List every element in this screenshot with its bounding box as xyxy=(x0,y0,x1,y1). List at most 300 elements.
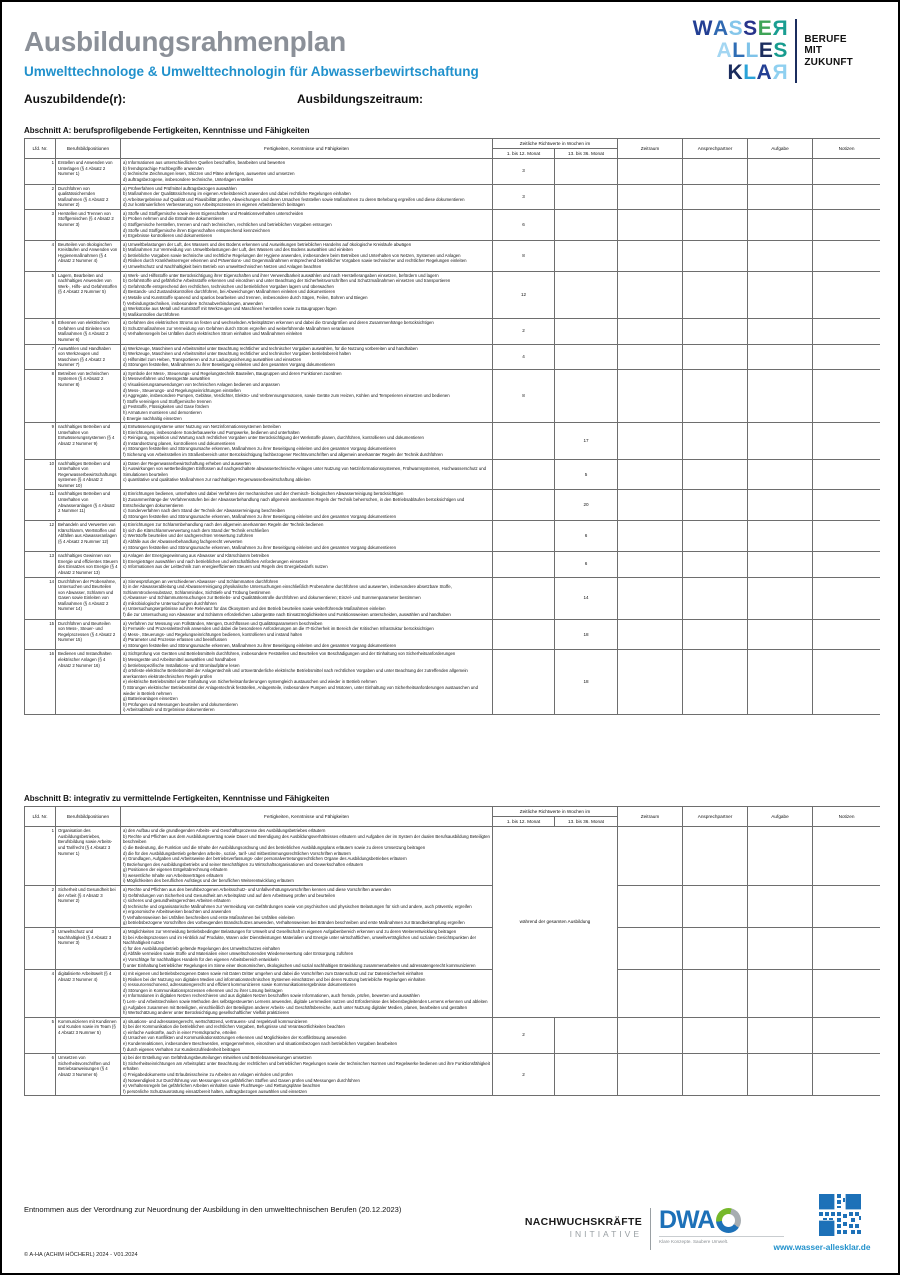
richtwert-monat-13-36-cell xyxy=(555,369,618,422)
logo-divider xyxy=(795,19,798,83)
lfd-nr-cell: 6 xyxy=(25,319,56,344)
table-row xyxy=(25,240,881,271)
ansprechpartner-cell xyxy=(683,271,748,319)
col-header-lfd-nr: Lfd. Nr. xyxy=(25,807,56,827)
fertigkeiten-cell xyxy=(121,459,493,490)
berufsbildposition-cell: Sicherheit und Gesundheit bei der Arbeit (§ 4 Absatz 3 Nummer 2) xyxy=(56,886,121,928)
profession-subtitle: Umwelttechnologe & Umwelttechnologin für Abwasserbewirtschaftung xyxy=(24,64,479,79)
richtwert-monat-13-36-cell xyxy=(555,1054,618,1096)
richtwert-monat-13-36-cell: 5 xyxy=(555,459,618,490)
section-b-table xyxy=(24,806,880,1096)
skill-item: a) Entwässerungssysteme unter Nutzung von Netzinformationssystemen betreiben xyxy=(123,424,281,430)
lfd-nr-cell: 10 xyxy=(25,459,56,490)
richtwert-monat-1-12-cell xyxy=(493,552,555,577)
tagline-line: ZUKUNFT xyxy=(804,56,853,68)
skill-item: b) Proben nehmen und die Entnahme dokumentieren xyxy=(123,216,225,222)
skill-item: d) Parameter und Prozesse erfassen und beeinflussen xyxy=(123,637,227,643)
skill-item: c) sicheres und gesundheitsgerechtes Arbeiten erläutern xyxy=(123,898,231,904)
table-row xyxy=(25,650,881,714)
richtwert-monat-13-36-cell: 17 xyxy=(555,423,618,459)
table-row xyxy=(25,928,881,970)
zeitraum-cell xyxy=(618,369,683,422)
skill-item: c) die Bedeutung, die Funktion und die Inhalte der Ausbildungsordnung und des betrieblichen Ausbildungsplans erläutern sowie zu deren Umsetzung beitragen xyxy=(123,844,426,850)
zeitraum-cell xyxy=(618,319,683,344)
website-link[interactable]: www.wasser-allesklar.de xyxy=(773,1242,871,1252)
berufsbildposition-cell: nachhaltiges Betreiben und Unterhalten von Regenwasserbewirtschaftungssystemen (§ 4 Absatz 2 Nummer 10) xyxy=(56,459,121,490)
ansprechpartner-cell xyxy=(683,552,748,577)
berufsbildposition-cell: digitalisierte Arbeitswelt (§ 4 Absatz 3 Nummer 4) xyxy=(56,970,121,1018)
skill-item: b) Messgeräte und Arbeitsmittel auswählen und handhaben xyxy=(123,657,237,663)
skill-item: d) technische und organisatorische Maßnahmen zur Vermeidung von Gefährdungen sowie von psychischen und physischen Belastungen für sich und andere, auch präventiv, ergreifen xyxy=(123,903,472,909)
skill-item: c) Hilfsmittel zum Heben, Transportieren und zur Ladungssicherung auswählen und einsetzen xyxy=(123,356,302,362)
skill-item: c) technische Zeichnungen lesen, Skizzen und Pläne anfertigen, auswerten und umsetzen xyxy=(123,171,295,177)
aufgabe-cell xyxy=(748,886,813,928)
skill-item: d) Ursachen von Konflikten und Kommunikationsstörungen erkennen und Möglichkeiten der Konfliktlösung anwenden xyxy=(123,1035,347,1041)
skill-item: c) betriebsspezifische Installations- und Stromlaufpläne lesen xyxy=(123,662,240,668)
skill-item: i) Möglichkeiten des beruflichen Aufstiegs und der beruflichen Weiterentwicklung erläutern xyxy=(123,878,294,884)
tagline-line: BERUFE xyxy=(804,33,847,45)
zeitraum-cell xyxy=(618,240,683,271)
zeitraum-cell xyxy=(618,521,683,552)
richtwert-monat-1-12-cell xyxy=(493,619,555,650)
fertigkeiten-cell xyxy=(121,1054,493,1096)
richtwert-monat-1-12-cell: 2 xyxy=(493,1054,555,1096)
skill-item: c) Freigabedokumente und Erlaubnisscheine zu Arbeiten an Anlagen einholen und prüfen xyxy=(123,1071,293,1077)
fertigkeiten-cell xyxy=(121,240,493,271)
berufsbildposition-cell: Umweltschutz und Nachhaltigkeit (§ 4 Absatz 3 Nummer 3) xyxy=(56,928,121,970)
richtwert-monat-13-36-cell xyxy=(555,209,618,240)
skill-item: b) in der Abwasserableitung und Abwasserreinigung physikalische Untersuchungen einschließlich Probenahme durchführen und auswerten, insbesondere absetzbare Stoffe, Schlammtrockensubstanz, Schlammindex, Sichttiefe und Trübung bestimmen xyxy=(123,584,452,595)
zeitraum-cell xyxy=(618,344,683,369)
col-header-aufgabe: Aufgabe xyxy=(748,139,813,159)
wasser-alles-klar-logo xyxy=(693,18,853,84)
zeitraum-cell xyxy=(618,827,683,886)
skill-item: e) Grundlagen, Aufgaben und Arbeitsweise der betriebsverfassungs- oder personalvertretungsrechtlichen Organe des Ausbildungsbetriebes erläutern xyxy=(123,856,407,862)
berufsbildposition-cell: Beurteilen von ökologischen Kreisläufen und Anwenden von Hygienemaßnahmen (§ 4 Absatz 2 Nummer 4) xyxy=(56,240,121,271)
berufsbildposition-cell: nachhaltiges Gewinnen von Energie und effizientes Steuern des Einsatzes von Energie (§ 4 Absatz 2 Nummer 13) xyxy=(56,552,121,577)
logo-letter: R xyxy=(772,17,788,40)
berufsbildposition-cell: Behandeln und Verwerten von Klärschlamm, Wertstoffen und Abfällen aus Abwasseranlagen (§ 4 Absatz 2 Nummer 12) xyxy=(56,521,121,552)
skill-item: i) Arbeitsabläufe und Ergebnisse dokumentieren xyxy=(123,707,215,713)
col-header-zeitraum: Zeitraum xyxy=(618,807,683,827)
ansprechpartner-cell xyxy=(683,423,748,459)
table-row xyxy=(25,970,881,1018)
notizen-cell xyxy=(813,650,880,714)
fertigkeiten-cell xyxy=(121,827,493,886)
fertigkeiten-cell xyxy=(121,650,493,714)
berufsbildposition-cell: Betreiben von technischen Systemen (§ 4 Absatz 2 Nummer 8) xyxy=(56,369,121,422)
skill-item: d) Stoffe und Stoffgemische ihren Eigenschaften entsprechend kennzeichnen xyxy=(123,227,270,233)
skill-item: c) Wertstoffe beurteilen und der sachgerechten Verwertung zuführen xyxy=(123,533,254,539)
table-row xyxy=(25,577,881,619)
skill-item: f) Sicherung von Arbeitsstellen im Straßenbereich unter Berücksichtigung fachbezogener Rechtsvorschriften und allgemein anerkannter Regeln der Technik durchführen xyxy=(123,451,443,457)
skill-item: h) Wertschätzung anderer unter Berücksichtigung gesellschaftlicher Vielfalt praktizieren xyxy=(123,1010,290,1016)
skill-item: g) Batterieanlagen einsetzen xyxy=(123,696,178,702)
lfd-nr-cell: 5 xyxy=(25,1017,56,1053)
footer-divider xyxy=(650,1208,651,1250)
tagline-line: MIT xyxy=(804,45,823,57)
skill-item: h) Prüfungen und Messungen beurteilen und dokumentieren xyxy=(123,701,238,707)
skill-item: d) die für den Ausbildungsbetrieb geltenden arbeits-, sozial-, tarif- und mitbestimmungsrechtlichen Vorschriften erläutern xyxy=(123,850,351,856)
skill-item: g) Aufgaben zusammen mit Beteiligten, einschließlich der Beteiligten anderer Arbeits- und Geschäftsbereiche, auch unter Nutzung digitaler Medien, planen, bearbeiten und gestalten xyxy=(123,1004,467,1010)
skill-item: d) ortsfeste elektrische Betriebsmittel der Anlagentechnik und ortsveränderliche elektrische Betriebsmittel nach rechtlichen Vorgaben und unter Beachtung der zutreffenden allgemein anerkannten elektrotechnischen Regeln prüfen xyxy=(123,668,468,679)
zeitraum-cell xyxy=(618,552,683,577)
notizen-cell xyxy=(813,886,880,928)
richtwert-monat-13-36-cell: 18 xyxy=(555,650,618,714)
col-header-fertigkeiten: Fertigkeiten, Kenntnisse und Fähigkeiten xyxy=(121,807,493,827)
fertigkeiten-cell xyxy=(121,928,493,970)
richtwert-monat-13-36-cell xyxy=(555,184,618,209)
skill-item: d) zur kontinuierlichen Verbesserung von Arbeitsprozessen im eigenen Arbeitsbereich beitragen xyxy=(123,202,305,208)
skill-item: d) mikrobiologische Untersuchungen durchführen xyxy=(123,600,217,606)
zeitraum-cell xyxy=(618,490,683,521)
skill-item: b) bei der Kommunikation die betrieblichen und rechtlichen Vorgaben, Befugnisse und Verantwortlichkeiten beachten xyxy=(123,1024,345,1030)
skill-item: c) betriebliche Vorgaben sowie technische und rechtliche Regelungen der Hygiene anwenden, insbesondere beim Betreiben und Unterhalten von Netzen, Systemen und Anlagen xyxy=(123,252,461,258)
ansprechpartner-cell xyxy=(683,970,748,1018)
lfd-nr-cell: 5 xyxy=(25,271,56,319)
berufsbildposition-cell: Erstellen und Anwenden von Unterlagen (§ 4 Absatz 2 Nummer 1) xyxy=(56,159,121,184)
col-header-monat-13-36: 13. bis 36. Monat xyxy=(555,149,618,159)
lfd-nr-cell: 2 xyxy=(25,184,56,209)
copyright-note: © A-HA (ACHIM HÖCHERL) 2024 - V01.2024 xyxy=(24,1252,138,1258)
training-period-label: Ausbildungszeitraum: xyxy=(297,92,424,106)
skill-item: b) Werkzeuge, Maschinen und Arbeitsmittel unter Beachtung rechtlicher und technischer Vorgaben betriebsbereit halten xyxy=(123,351,351,357)
skill-item: e) Störungen feststellen und Störungsursache erkennen, Maßnahmen zu ihrer Beseitigung einleiten und den gesamten Vorgang dokumentieren xyxy=(123,642,397,648)
skill-item: a) Gefahren des elektrischen Stroms an festen und wechselnden Arbeitsplätzen erkennen und dabei die Grundgrößen und deren Zusammenhänge berücksichtigen xyxy=(123,320,434,326)
berufsbildposition-cell: Lagern, Bearbeiten und nachhaltiges Anwenden von Werk-, Hilfs- und Gefahrstoffen (§ 4 Absatz 2 Nummer 5) xyxy=(56,271,121,319)
richtwert-monat-13-36-cell: 14 xyxy=(555,577,618,619)
zeitraum-cell xyxy=(618,619,683,650)
richtwert-monat-1-12-cell xyxy=(493,577,555,619)
lfd-nr-cell: 3 xyxy=(25,209,56,240)
table-row xyxy=(25,184,881,209)
col-header-fertigkeiten: Fertigkeiten, Kenntnisse und Fähigkeiten xyxy=(121,139,493,159)
aufgabe-cell xyxy=(748,928,813,970)
skill-item: a) Anlagen der Energiegewinnung aus Abwasser und Klärschlamm betreiben xyxy=(123,553,270,559)
zeitraum-cell xyxy=(618,271,683,319)
skill-item: c) Gefahrstoffe entsprechend den rechtlichen, technischen und betrieblichen Vorgaben lagern und überwachen xyxy=(123,283,334,289)
richtwert-monat-1-12-cell: 2 xyxy=(493,1017,555,1053)
berufsbildposition-cell: Auswählen und Handhaben von Werkzeugen und Maschinen (§ 4 Absatz 2 Nummer 7) xyxy=(56,344,121,369)
logo-letter: K xyxy=(727,61,744,84)
skill-item: f) Störungen elektrischer Betriebsmittel der Anlagentechnik feststellen, Anlagenteile, insbesondere Pumpen und Motoren, unter Einhaltung von Sicherheitsanforderungen austauschen und wieder in Betrieb nehmen xyxy=(123,684,478,696)
skill-item: b) Risiken bei der Nutzung von digitalen Medien und informationstechnischen Systemen einschätzen und bei deren Nutzung betriebliche Regelungen einhalten xyxy=(123,976,426,982)
col-header-ansprechpartner: Ansprechpartner xyxy=(683,139,748,159)
logo-word xyxy=(693,18,788,40)
col-header-monat-1-12: 1. bis 12. Monat xyxy=(493,817,555,827)
section-a-label: Abschnitt A: berufsprofilgebende Fertigkeiten, Kenntnisse und Fähigkeiten xyxy=(24,126,310,135)
skill-item: e) Metalle und Kunststoffe spanend und spanlos bearbeiten und trennen, insbesondere durch Sägen, Feilen, Bohren und Biegen xyxy=(123,294,368,300)
skill-item: c) Arbeitsergebnisse auf Qualität und Plausibilität prüfen, Abweichungen und deren Ursachen feststellen sowie Maßnahmen zu deren Behebung ergreifen und diese dokumentieren xyxy=(123,196,465,202)
skill-item: a) Sinnesprüfungen an verschiedenen Abwasser- und Schlammarten durchführen xyxy=(123,578,279,584)
skill-item: a) Werk- und Hilfsstoffe unter Berücksichtigung ihrer Eigenschaften und ihrer Verwendbarkeit auswählen und nach Herstellerangaben einsetzen, befördern und lagern xyxy=(123,272,439,278)
skill-item: a) Informationen aus unterschiedlichen Quellen beschaffen, bearbeiten und bewerten xyxy=(123,160,286,166)
skill-item: a) den Aufbau und die grundlegenden Arbeits- und Geschäftsprozesse des Ausbildungsbetriebes erläutern xyxy=(123,828,326,834)
aufgabe-cell xyxy=(748,240,813,271)
trainee-label: Auszubildende(r): xyxy=(24,92,126,106)
table-row xyxy=(25,459,881,490)
notizen-cell xyxy=(813,619,880,650)
table-row xyxy=(25,619,881,650)
aufgabe-cell xyxy=(748,184,813,209)
zeitraum-cell xyxy=(618,1017,683,1053)
skill-item: a) Einrichtungen bedienen, unterhalten und dabei Verfahren der mechanischen und der chemisch- biologischen Abwasserreinigung berücksichtigen xyxy=(123,491,404,497)
richtwert-monat-1-12-cell xyxy=(493,423,555,459)
skill-item: f) Verhaltensweisen bei Unfällen beschreiben und erste Maßnahmen bei Unfällen einleiten xyxy=(123,914,295,920)
table-row xyxy=(25,209,881,240)
richtwert-monat-1-12-cell: 8 xyxy=(493,369,555,422)
skill-item: d) Störungen feststellen und Störungsursache erkennen, Maßnahmen zu ihrer Beseitigung einleiten und den gesamten Vorgang dokumentieren xyxy=(123,513,397,519)
skill-item: c) Mess-, Steuerungs- und Regelungseinrichtungen bedienen, kontrollieren und instand halten xyxy=(123,631,303,637)
table-row xyxy=(25,1017,881,1053)
col-header-richtwerte: Zeitliche Richtwerte in Wochen im xyxy=(493,807,618,817)
lfd-nr-cell: 13 xyxy=(25,552,56,577)
richtwert-monat-13-36-cell: 18 xyxy=(555,619,618,650)
lfd-nr-cell: 15 xyxy=(25,619,56,650)
notizen-cell xyxy=(813,1017,880,1053)
notizen-cell xyxy=(813,928,880,970)
col-header-monat-1-12: 1. bis 12. Monat xyxy=(493,149,555,159)
table-row xyxy=(25,159,881,184)
richtwert-monat-1-12-cell: 8 xyxy=(493,240,555,271)
dwa-logo xyxy=(659,1208,784,1244)
lfd-nr-cell: 7 xyxy=(25,344,56,369)
table-row xyxy=(25,1054,881,1096)
lfd-nr-cell: 12 xyxy=(25,521,56,552)
skill-item: d) Bestands- und Zustandskontrollen durchführen, bei Abweichungen Maßnahmen einleiten und dokumentieren xyxy=(123,289,336,295)
berufsbildposition-cell: Bedienen und Instandhalten elektrischer Anlagen (§ 4 Absatz 2 Nummer 16) xyxy=(56,650,121,714)
skill-item: e) Ergebnisse kontrollieren und dokumentieren xyxy=(123,233,213,239)
logo-words xyxy=(693,18,788,84)
ansprechpartner-cell xyxy=(683,577,748,619)
skill-item: f) Stoffe vereinigen und Stoffgemische trennen xyxy=(123,398,212,404)
aufgabe-cell xyxy=(748,1017,813,1053)
richtwert-monat-13-36-cell: 6 xyxy=(555,521,618,552)
zeitraum-cell xyxy=(618,577,683,619)
berufsbildposition-cell: Kommunizieren mit Kundinnen und Kunden sowie im Team (§ 4 Absatz 3 Nummer 5) xyxy=(56,1017,121,1053)
skill-item: c) Verhaltensregeln bei Unfällen durch elektrischen Strom einhalten und Maßnahmen einleiten xyxy=(123,331,303,337)
logo-word xyxy=(693,40,788,62)
col-header-monat-13-36: 13. bis 36. Monat xyxy=(555,817,618,827)
fertigkeiten-cell xyxy=(121,209,493,240)
logo-letter: W xyxy=(692,17,713,40)
aufgabe-cell xyxy=(748,827,813,886)
notizen-cell xyxy=(813,459,880,490)
aufgabe-cell xyxy=(748,619,813,650)
lfd-nr-cell: 6 xyxy=(25,1054,56,1096)
richtwert-monat-1-12-cell xyxy=(493,650,555,714)
skill-item: a) Verfahren zur Messung von Füllständen, Mengen, Durchflüssen und Qualitätsparametern beschreiben xyxy=(123,620,323,626)
logo-letter: A xyxy=(756,61,773,84)
skill-item: c) für den Ausbildungsbetrieb geltende Regelungen des Umweltschutzes einhalten xyxy=(123,945,280,951)
skill-item: e) Umweltschutz und Nachhaltigkeit beim Betrieb von umwelttechnischen Netzen und Anlagen beachten xyxy=(123,264,322,270)
col-header-lfd-nr: Lfd. Nr. xyxy=(25,139,56,159)
fertigkeiten-cell xyxy=(121,344,493,369)
skill-item: b) Zusammenhänge der Verfahrensstufen bei der Abwasserbehandlung nach allgemein anerkannten Regeln der Technik beherrschen, in den Betriebsabläufen berücksichtigen und Entscheidungen dokumentieren xyxy=(123,497,465,508)
ansprechpartner-cell xyxy=(683,344,748,369)
skill-item: e) elektrische Betriebsmittel unter Einhaltung von Sicherheitsanforderungen systemgleich austauschen und wieder in Betrieb nehmen xyxy=(123,679,377,685)
skill-item: e) Vorschläge für nachhaltiges Handeln für den eigenen Arbeitsbereich entwickeln xyxy=(123,956,279,962)
skill-item: d) Notwendigkeit zur Durchführung von Messungen von gefährlichen Stoffen und Gasen prüfen und Messungen durchführen xyxy=(123,1077,360,1083)
logo-letter: A xyxy=(712,17,729,40)
zeitraum-cell xyxy=(618,423,683,459)
skill-item: b) Schutzmaßnahmen zur Vermeidung von Gefahren durch Strom ergreifen und weiterführende Maßnahmen veranlassen xyxy=(123,325,355,331)
table-row xyxy=(25,827,881,886)
richtwert-monat-13-36-cell xyxy=(555,271,618,319)
logo-word xyxy=(693,62,788,84)
table-row xyxy=(25,423,881,459)
lfd-nr-cell: 9 xyxy=(25,423,56,459)
section-a-table xyxy=(24,138,880,715)
berufsbildposition-cell: Durchführen der Probenahme, Untersuchen und Beurteilen von Abwasser, Schlamm und Gasen sowie Einleiten von Maßnahmen (§ 4 Absatz 2 Nummer 14) xyxy=(56,577,121,619)
lfd-nr-cell: 3 xyxy=(25,928,56,970)
zeitraum-cell xyxy=(618,159,683,184)
skill-item: b) Maßnahmen der Qualitätssicherung im eigenen Arbeitsbereich anwenden und dabei rechtliche Regelungen einhalten xyxy=(123,191,351,197)
skill-item: a) Einrichtungen zur Schlammbehandlung nach den allgemein anerkannten Regeln der Technik bedienen xyxy=(123,522,324,528)
richtwert-monat-1-12-cell: 12 xyxy=(493,271,555,319)
table-row xyxy=(25,552,881,577)
notizen-cell xyxy=(813,827,880,886)
notizen-cell xyxy=(813,240,880,271)
skill-item: f) die zur Untersuchung von Abwasser und Schlamm erforderlichen Laborgeräte nach Einsatzmöglichkeiten und Funktionsweisen unterscheiden, auswählen und handhaben xyxy=(123,612,451,617)
nachwuchskraefte-label: NACHWUCHSKRÄFTE xyxy=(524,1216,642,1228)
fertigkeiten-cell xyxy=(121,271,493,319)
zeitraum-cell xyxy=(618,1054,683,1096)
fertigkeiten-cell xyxy=(121,184,493,209)
table-row xyxy=(25,344,881,369)
skill-item: b) Maßnahmen zur Vermeidung von Umweltbelastungen der Luft, des Wassers und des Bodens auswählen und einleiten xyxy=(123,247,353,253)
ansprechpartner-cell xyxy=(683,159,748,184)
section-a-table-wrap xyxy=(24,138,880,790)
section-b-label: Abschnitt B: integrativ zu vermittelnde Fertigkeiten, Kenntnisse und Fähigkeiten xyxy=(24,794,330,803)
fertigkeiten-cell xyxy=(121,577,493,619)
richtwert-monat-13-36-cell: 20 xyxy=(555,490,618,521)
aufgabe-cell xyxy=(748,552,813,577)
col-header-richtwerte: Zeitliche Richtwerte in Wochen im xyxy=(493,139,618,149)
fertigkeiten-cell xyxy=(121,619,493,650)
ansprechpartner-cell xyxy=(683,184,748,209)
richtwert-monat-13-36-cell xyxy=(555,1017,618,1053)
skill-item: b) Einrichtungen, insbesondere Sonderbauwerke und Pumpwerke, bedienen und unterhalten xyxy=(123,429,300,435)
ansprechpartner-cell xyxy=(683,928,748,970)
aufgabe-cell xyxy=(748,159,813,184)
col-header-berufsbildpositionen: Berufsbildpositionen xyxy=(56,807,121,827)
skill-item: f) Beziehungen des Ausbildungsbetriebs und seiner Beschäftigten zu Wirtschaftsorganisationen und Gewerkschaften erläutern xyxy=(123,861,364,867)
zeitraum-cell xyxy=(618,459,683,490)
zeitraum-cell xyxy=(618,928,683,970)
aufgabe-cell xyxy=(748,209,813,240)
skill-item: a) Möglichkeiten zur Vermeidung betriebsbedingter Belastungen für Umwelt und Gesellschaft im eigenen Aufgabenbereich erkennen und zu deren Weiterentwicklung beitragen xyxy=(123,929,457,935)
skill-item: c) ressourcenschonend, adressatengerecht und effizient kommunizieren sowie Kommunikationsergebnisse dokumentieren xyxy=(123,982,357,988)
col-header-berufsbildpositionen: Berufsbildpositionen xyxy=(56,139,121,159)
fertigkeiten-cell xyxy=(121,423,493,459)
richtwert-monat-1-12-cell: 3 xyxy=(493,159,555,184)
berufsbildposition-cell: Herstellen und Trennen von Stoffgemischen (§ 4 Absatz 2 Nummer 3) xyxy=(56,209,121,240)
section-b-table-wrap xyxy=(24,806,880,1178)
logo-letter: E xyxy=(758,39,774,62)
skill-item: a) Rechte und Pflichten aus den berufsbezogenen Arbeitsschutz- und Unfallverhütungsvorschriften kennen und diese Vorschriften anwenden xyxy=(123,887,391,892)
berufsbildposition-cell: Erkennen von elektrischen Gefahren und Einleiten von Maßnahmen (§ 4 Absatz 2 Nummer 6) xyxy=(56,319,121,344)
fertigkeiten-cell xyxy=(121,490,493,521)
skill-item: a) mit eigenen und betriebsbezogenen Daten sowie mit Daten Dritter umgehen und dabei die Vorschriften zum Datenschutz und zur Datensicherheit einhalten xyxy=(123,971,424,977)
skill-item: d) Instandsetzung planen, kontrollieren und dokumentieren xyxy=(123,440,236,446)
skill-item: f) Lern- und Arbeitstechniken sowie Methoden des selbstgesteuerten Lernens anwenden, digitale Lernmedien nutzen und Erfordernisse des lebensbegleitenden Lernens erkennen und ableiten xyxy=(123,998,488,1004)
skill-item: b) Rechte und Pflichten aus dem Ausbildungsvertrag sowie Dauer und Beendigung des Ausbildungsverhältnisses erläutern und Aufgaben der im System der dualen Berufsausbildung Beteiligten beschreiben xyxy=(123,833,490,845)
skill-item: e) Kundenreaktionen, insbesondere Beschwerden, entgegennehmen, einordnen und situationsbezogen nach betrieblichen Vorgaben bearbeiten xyxy=(123,1041,398,1047)
richtwert-gesamte-ausbildung-cell: während der gesamten Ausbildung xyxy=(493,827,618,1018)
initiative-label: INITIATIVE xyxy=(569,1229,642,1239)
qr-code-icon xyxy=(819,1194,861,1236)
skill-item: f) Verbindungstechniken, insbesondere Schraubverbindungen, anwenden xyxy=(123,300,263,306)
notizen-cell xyxy=(813,271,880,319)
logo-letter: S xyxy=(743,17,758,40)
skill-item: b) Sicherheitseinrichtungen am Arbeitsplatz unter Beachtung der rechtlichen und betrieblichen Regelungen sowie der technischen Normen und Regelwerke bedienen und ihre Funktionsfähigkeit erhalten xyxy=(123,1060,490,1072)
skill-item: e) ergonomische Arbeitsweisen beachten und anwenden xyxy=(123,909,231,915)
lfd-nr-cell: 14 xyxy=(25,577,56,619)
skill-item: g) betriebsbezogene Vorschriften des vorbeugenden Brandschutzes anwenden, Verhaltensweisen bei Bränden beschreiben und erste Maßnahmen zur Brandbekämpfung ergreifen xyxy=(123,920,465,926)
fertigkeiten-cell xyxy=(121,521,493,552)
skill-item: b) fremdsprachige Fachbegriffe anwenden xyxy=(123,165,204,171)
aufgabe-cell xyxy=(748,650,813,714)
ansprechpartner-cell xyxy=(683,886,748,928)
ansprechpartner-cell xyxy=(683,521,748,552)
table-row xyxy=(25,490,881,521)
skill-item: c) quantitative und qualitative Maßnahmen zur nachhaltigen Regenwasserbewirtschaftung ableiten xyxy=(123,477,311,483)
ansprechpartner-cell xyxy=(683,240,748,271)
skill-item: c) einfache Auskünfte, auch in einer Fremdsprache, erteilen xyxy=(123,1029,237,1035)
skill-item: a) Sichtprüfung von Geräten und Betriebsmitteln durchführen, insbesondere Feststellen und Beurteilen von Beschädigungen und der Einhaltung von Sicherheitsanforderungen xyxy=(123,651,456,657)
lfd-nr-cell: 11 xyxy=(25,490,56,521)
dwa-tagline: Klare Konzepte. Saubere Umwelt. xyxy=(659,1236,784,1244)
zeitraum-cell xyxy=(618,970,683,1018)
skill-item: c) Abwasser- und Schlammuntersuchungen zur Betriebs- und Qualitätskontrolle durchführen und dokumentieren; Einzel- und Summenparameter bestimmen xyxy=(123,595,421,601)
ansprechpartner-cell xyxy=(683,650,748,714)
skill-item: a) Symbole der Mess-, Steuerungs- und Regelungstechnik Bauteilen, Baugruppen und deren Funktionen zuordnen xyxy=(123,370,342,376)
table-row xyxy=(25,521,881,552)
skill-item: e) Störungen feststellen und Störungsursache erkennen, Maßnahmen zu ihrer Beseitigung einleiten und den gesamten Vorgang dokumentieren xyxy=(123,544,397,550)
notizen-cell xyxy=(813,159,880,184)
skill-item: e) Informationen in digitalen Netzen recherchieren und aus digitalen Netzen beschaffen sowie Informationen, auch fremde, prüfen, bewerten und auswählen xyxy=(123,993,420,999)
lfd-nr-cell: 2 xyxy=(25,886,56,928)
richtwert-monat-13-36-cell xyxy=(555,159,618,184)
aufgabe-cell xyxy=(748,423,813,459)
skill-item: c) Visualisierungsanwendungen von technischen Anlagen bedienen und anpassen xyxy=(123,382,280,388)
logo-letter: S xyxy=(773,39,788,62)
notizen-cell xyxy=(813,577,880,619)
notizen-cell xyxy=(813,319,880,344)
skill-item: a) Werkzeuge, Maschinen und Arbeitsmittel unter Beachtung rechtlicher und technischer Vorgaben auswählen, für die Nutzung vorbereiten und handhaben xyxy=(123,345,418,351)
lfd-nr-cell: 4 xyxy=(25,240,56,271)
fertigkeiten-cell xyxy=(121,886,493,928)
lfd-nr-cell: 4 xyxy=(25,970,56,1018)
skill-item: b) Gefährdungen von Sicherheit und Gesundheit am Arbeitsplatz und auf dem Arbeitsweg prüfen und beurteilen xyxy=(123,892,336,898)
berufsbildposition-cell: nachhaltiges Betreiben und Unterhalten von Abwasseranlagen (§ 4 Absatz 2 Nummer 11) xyxy=(56,490,121,521)
richtwert-monat-1-12-cell xyxy=(493,521,555,552)
ansprechpartner-cell xyxy=(683,490,748,521)
skill-item: a) Prüfverfahren und Prüfmittel auftragsbezogen auswählen xyxy=(123,185,237,191)
fertigkeiten-cell xyxy=(121,970,493,1018)
lfd-nr-cell: 8 xyxy=(25,369,56,422)
logo-letter: S xyxy=(728,17,744,40)
skill-item: a) Daten der Regenwasserbewirtschaftung erheben und auswerten xyxy=(123,460,251,466)
richtwert-monat-1-12-cell: 2 xyxy=(493,319,555,344)
table-row xyxy=(25,319,881,344)
logo-letter: A xyxy=(716,39,733,62)
fertigkeiten-cell xyxy=(121,319,493,344)
fertigkeiten-cell xyxy=(121,369,493,422)
richtwert-monat-1-12-cell xyxy=(493,459,555,490)
table-row xyxy=(25,271,881,319)
